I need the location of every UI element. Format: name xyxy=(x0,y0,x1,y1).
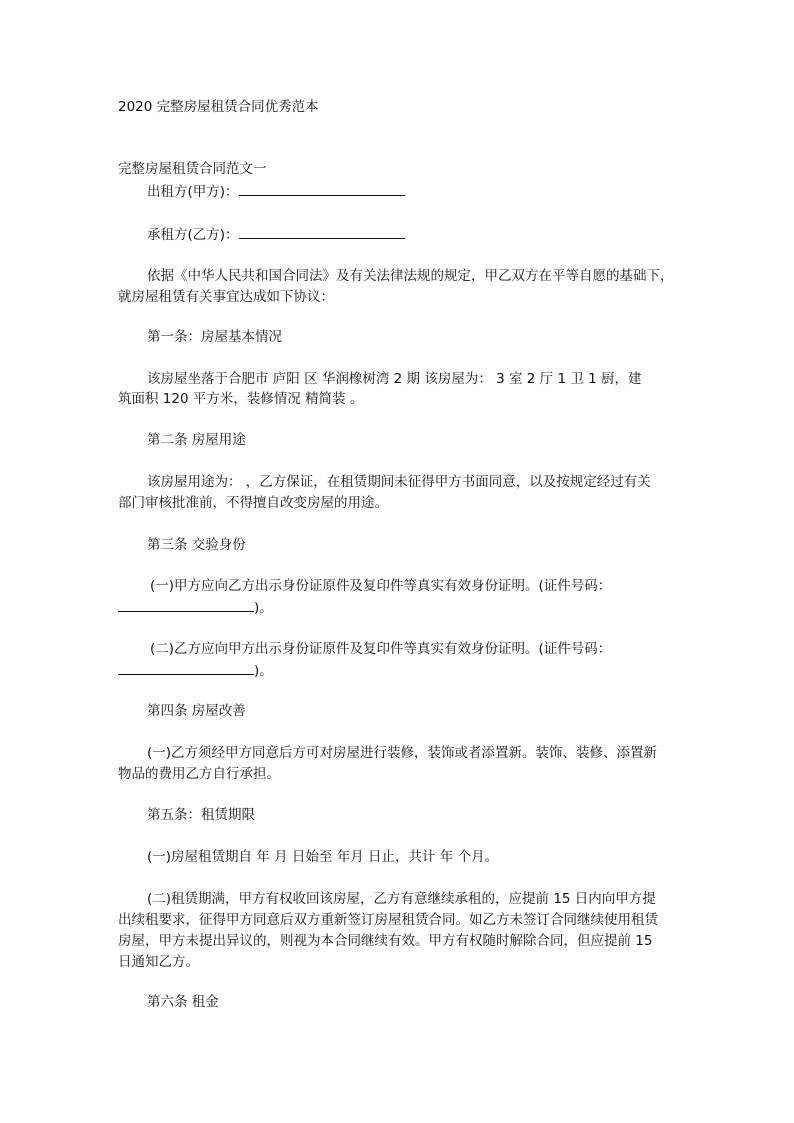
lessee-blank[interactable] xyxy=(239,224,405,239)
article-5-item-2-line-1: (二)租赁期满，甲方有权收回该房屋，乙方有意继续承租的，应提前 15 日内向甲方提 xyxy=(147,891,656,907)
article-1-line-2: 筑面积 120 平方米，装修情况 精简装 。 xyxy=(118,391,364,407)
lessee-label: 承租方(乙方)： xyxy=(147,227,239,243)
article-5-item-2-line-3: 房屋，甲方未提出异议的，则视为本合同继续有效。甲方有权随时解除合同，但应提前 15 xyxy=(118,933,653,949)
article-3-item-1: (一)甲方应向乙方出示身份证原件及复印件等真实有效身份证明。(证件号码： xyxy=(150,578,612,594)
section-title: 完整房屋租赁合同范文一 xyxy=(118,161,267,177)
article-6-title: 第六条 租金 xyxy=(147,994,219,1010)
article-4-line-2: 物品的费用乙方自行承担。 xyxy=(118,766,280,782)
lessee-line xyxy=(147,224,405,245)
article-1-line-1: 该房屋坐落于合肥市 庐阳 区 华润橡树湾 2 期 该房屋为： 3 室 2 厅 1 卫 1 厨，建 xyxy=(147,371,642,387)
article-2-line-2: 部门审核批准前，不得擅自改变房屋的用途。 xyxy=(118,495,388,511)
article-5-item-1: (一)房屋租赁期自 年 月 日始至 年月 日止，共计 年 个月。 xyxy=(147,849,499,865)
article-3-title: 第三条 交验身份 xyxy=(147,537,246,553)
doc-title: 2020 完整房屋租赁合同优秀范本 xyxy=(118,99,319,115)
article-2-title: 第二条 房屋用途 xyxy=(147,432,246,448)
article-3-item-2: (二)乙方应向甲方出示身份证原件及复印件等真实有效身份证明。(证件号码： xyxy=(150,641,612,657)
article-5-item-2-line-4: 日通知乙方。 xyxy=(118,954,199,970)
article-3-item-1-id-line xyxy=(118,597,273,618)
lessor-blank[interactable] xyxy=(239,181,405,196)
intro-line-1: 依据《中华人民共和国合同法》及有关法律法规的规定，甲乙双方在平等自愿的基础下， xyxy=(147,268,674,284)
lessee-id-blank[interactable] xyxy=(118,660,254,675)
article-1-title: 第一条：房屋基本情况 xyxy=(147,329,282,345)
close-paren: )。 xyxy=(254,600,273,616)
article-4-title: 第四条 房屋改善 xyxy=(147,703,246,719)
article-3-item-2-id-line xyxy=(118,660,273,681)
article-5-item-2-line-2: 出续租要求，征得甲方同意后双方重新签订房屋租赁合同。如乙方未签订合同继续使用租赁 xyxy=(118,912,658,928)
article-4-line-1: (一)乙方须经甲方同意后方可对房屋进行装修，装饰或者添置新。装饰、装修、添置新 xyxy=(147,745,658,761)
lessor-id-blank[interactable] xyxy=(118,597,254,612)
article-5-title: 第五条：租赁期限 xyxy=(147,807,255,823)
lessor-line xyxy=(147,181,405,202)
article-2-line-1: 该房屋用途为： ，乙方保证，在租赁期间未征得甲方书面同意，以及按规定经过有关 xyxy=(147,474,651,490)
close-paren: )。 xyxy=(254,663,273,679)
lessor-label: 出租方(甲方)： xyxy=(147,184,239,200)
intro-line-2: 就房屋租赁有关事宜达成如下协议： xyxy=(118,289,334,305)
